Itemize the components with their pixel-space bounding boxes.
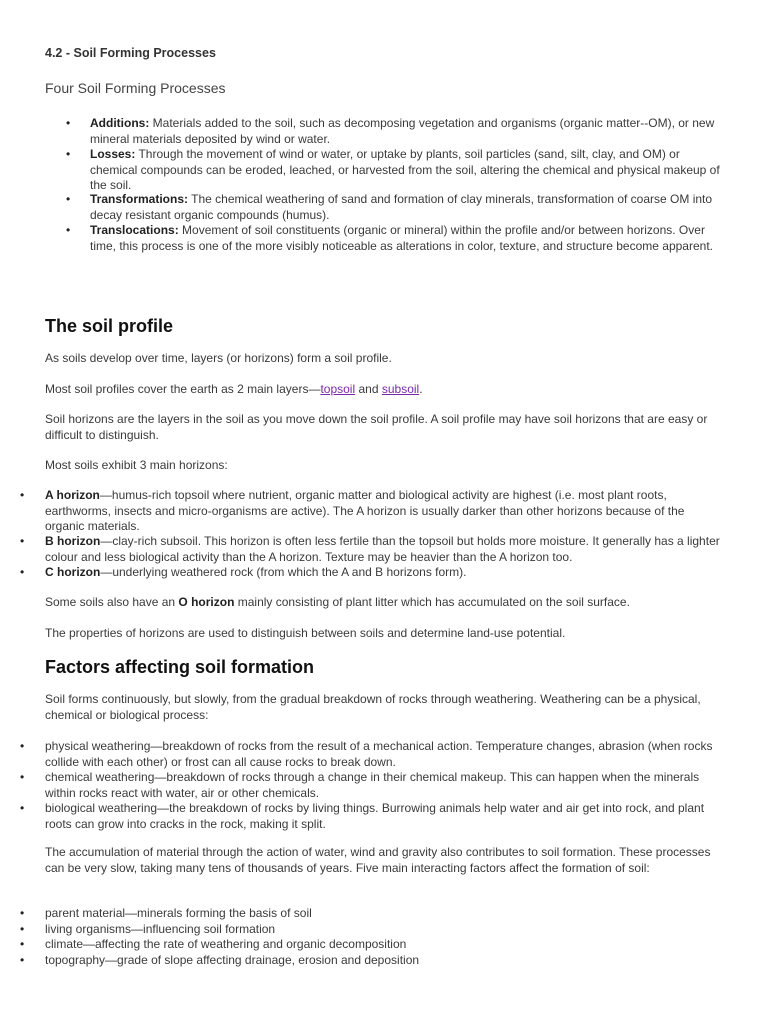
list-item: • A horizon—humus-rich topsoil where nutrient, organic matter and biological activity are highest (i.e. most plant roots, earthworms, insects and micro-organisms are active). The A horizon is usually darker than other horizons because of the organic materials. — [45, 488, 722, 534]
list-item: • physical weathering—breakdown of rocks from the result of a mechanical action. Temperature changes, abrasion (when rocks collide with each other) or frost can all cause rocks to break down. — [45, 739, 722, 770]
list-item: • topography—grade of slope affecting drainage, erosion and deposition — [45, 953, 722, 969]
paragraph: The accumulation of material through the action of water, wind and gravity also contributes to soil formation. These processes can be very slow, taking many tens of thousands of years. Five main interacting factors affect the formation of soil: — [45, 845, 711, 875]
factors-heading: Factors affecting soil formation — [45, 657, 315, 677]
section-heading: 4.2 - Soil Forming Processes — [45, 46, 216, 60]
topsoil-link[interactable]: topsoil — [320, 382, 356, 396]
horizons-list — [45, 488, 722, 581]
weathering-list — [45, 739, 722, 832]
list-item: • living organisms—influencing soil formation — [45, 922, 722, 938]
paragraph: Some soils also have an O horizon mainly consisting of plant litter which has accumulated on the soil surface. — [45, 595, 630, 609]
soil-profile-heading: The soil profile — [45, 316, 174, 336]
factors-list — [45, 906, 722, 968]
list-item: • B horizon—clay-rich subsoil. This horizon is often less fertile than the topsoil but holds more moisture. It generally has a lighter colour and less biological activity than the A horizon. Texture may be heavier than the A horizon too. — [45, 534, 722, 565]
list-item: • Losses: Through the movement of wind or water, or uptake by plants, soil particles (sand, silt, clay, and OM) or chemical compounds can be eroded, leached, or harvested from the soil, altering the chemical and physical makeup of the soil. — [90, 147, 722, 192]
paragraph: Soil horizons are the layers in the soil as you move down the soil profile. A soil profile may have soil horizons that are easy or difficult to distinguish. — [45, 412, 708, 442]
list-item: • chemical weathering—breakdown of rocks through a change in their chemical makeup. This can happen when the minerals within rocks react with water, air or other chemicals. — [45, 770, 722, 801]
subheading: Four Soil Forming Processes — [45, 80, 226, 96]
paragraph: Soil forms continuously, but slowly, from the gradual breakdown of rocks through weathering. Weathering can be a physical, chemical or biological process: — [45, 692, 701, 722]
list-item: • Transformations: The chemical weathering of sand and formation of clay minerals, transformation of coarse OM into decay resistant organic compounds (humus). — [90, 192, 722, 223]
subsoil-link[interactable]: subsoil — [381, 382, 420, 396]
list-item: • Additions: Materials added to the soil, such as decomposing vegetation and organisms (organic matter--OM), or new mineral materials deposited by wind or water. — [90, 116, 722, 147]
list-item: • Translocations: Movement of soil constituents (organic or mineral) within the profile and/or between horizons. Over time, this process is one of the more visibly noticeable as alterations in color, texture, and structure become apparent. — [90, 223, 722, 254]
paragraph: As soils develop over time, layers (or horizons) form a soil profile. — [45, 351, 392, 365]
list-item: • parent material—minerals forming the basis of soil — [45, 906, 722, 922]
list-item: • climate—affecting the rate of weathering and organic decomposition — [45, 937, 722, 953]
processes-list — [90, 116, 722, 254]
paragraph: The properties of horizons are used to distinguish between soils and determine land-use potential. — [45, 626, 566, 640]
paragraph: Most soil profiles cover the earth as 2 main layers—topsoil and subsoil. — [45, 382, 423, 396]
paragraph: Most soils exhibit 3 main horizons: — [45, 458, 228, 472]
list-item: • C horizon—underlying weathered rock (from which the A and B horizons form). — [45, 565, 722, 581]
list-item: • biological weathering—the breakdown of rocks by living things. Burrowing animals help water and air get into rock, and plant roots can grow into cracks in the rock, making it split. — [45, 801, 722, 832]
